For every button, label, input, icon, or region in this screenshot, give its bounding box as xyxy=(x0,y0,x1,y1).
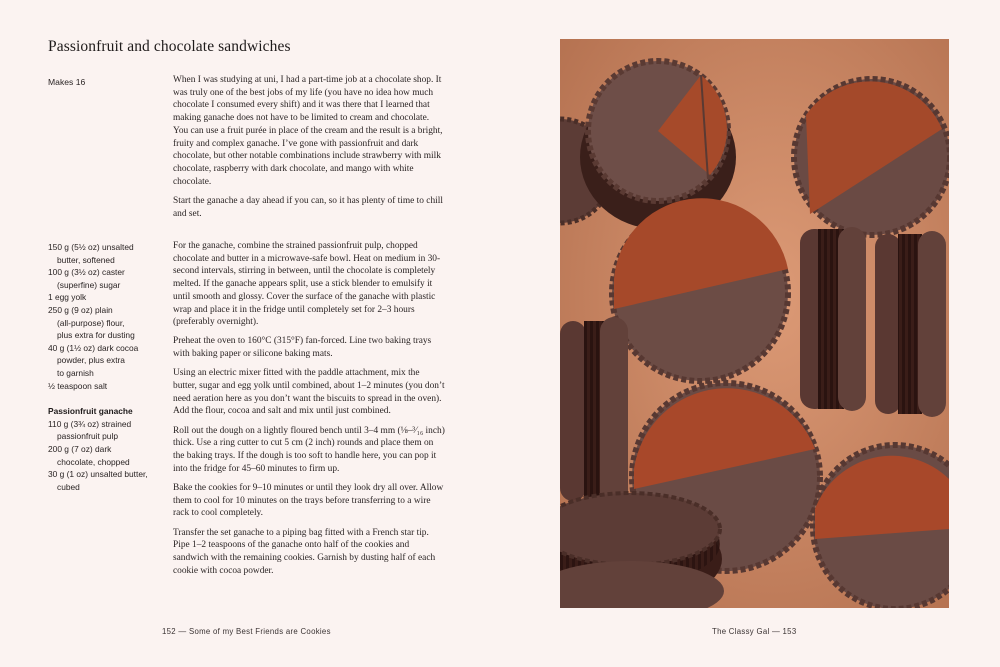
cookie-image xyxy=(794,79,949,235)
ingredient-item xyxy=(48,418,160,443)
ingredient-item xyxy=(48,266,160,291)
ingredient-text: 150 g (5½ oz) unsalted xyxy=(48,242,134,252)
ingredient-item xyxy=(48,380,160,393)
recipe-yield: Makes 16 xyxy=(48,77,86,87)
ingredient-text: cubed xyxy=(57,481,80,492)
cookie-image xyxy=(612,198,788,381)
method-step: For the ganache, combine the strained passionfruit pulp, chopped chocolate and butter in a microwave-safe bowl. Heat on medium in 30-second intervals, stirring in between, until the chocolate is completely melted. If the ganache appears split, use a stick blender to emulsify it until smooth and glossy. Cover the surface of the ganache with plastic wrap and place it in the fridge until completely set for 2–3 hours (preferably overnight). xyxy=(173,241,441,328)
book-title: Some of my Best Friends are Cookies xyxy=(188,627,331,636)
page-number: 153 xyxy=(782,627,797,636)
footer-separator: — xyxy=(178,627,187,636)
ingredient-text: 110 g (3¾ oz) strained xyxy=(48,418,132,429)
ingredient-item xyxy=(48,443,160,468)
ingredient-text: 40 g (1½ oz) dark cocoa xyxy=(48,342,139,353)
ingredient-text: powder, plus extra xyxy=(57,355,125,366)
ingredient-text: chocolate, chopped xyxy=(57,456,130,467)
cookie-image xyxy=(560,317,628,507)
footer-left xyxy=(162,627,331,636)
ingredient-item xyxy=(48,241,160,266)
cookie-image xyxy=(800,227,866,411)
recipe-method xyxy=(173,240,445,584)
recipe-intro xyxy=(173,74,445,227)
page-number: 152 xyxy=(162,627,176,636)
intro-paragraph: When I was studying at uni, I had a part-time job at a chocolate shop. It was truly one of the best jobs of my life (you have no idea how much chocolate I consumed every shift) and it was there that I learned that making ganache does not have to be limited to cream and chocolate. You can use a fruit purée in place of the cream and the result is a bright, fruity and complex ganache. I’ve gone with passionfruit and dark chocolate, but other notable combinations include strawberry with milk chocolate, raspberry with dark chocolate, and mango with white chocolate. xyxy=(173,75,443,187)
ingredient-text: ½ teaspoon salt xyxy=(48,380,108,391)
ingredient-text: 200 g (7 oz) dark xyxy=(48,443,112,454)
ingredient-list xyxy=(48,241,160,493)
ingredient-text: (superfine) sugar xyxy=(57,279,121,290)
intro-paragraph: Start the ganache a day ahead if you can, so it has plenty of time to chill and set. xyxy=(173,195,443,219)
ingredient-text: 100 g (3½ oz) caster xyxy=(48,267,125,278)
ingredient-text: (all-purpose) flour, xyxy=(57,317,125,328)
ingredient-text: passionfruit pulp xyxy=(57,431,118,442)
method-step: Transfer the set ganache to a piping bag fitted with a French star tip. Pipe 1–2 teaspoons of the ganache onto half of the cookies and sandwich with the remaining cookies. Garnish by dusting half of each cookie with cocoa powder. xyxy=(173,527,436,576)
cookie-photo xyxy=(560,39,949,608)
ingredient-text: butter, softened xyxy=(57,254,115,265)
ingredient-text: 30 g (1 oz) unsalted butter, xyxy=(48,469,148,480)
footer-right xyxy=(712,627,796,636)
method-step: Roll out the dough on a lightly floured bench until 3–4 mm (⅛–³⁄₁₆ inch) thick. Use a ring cutter to cut 5 cm (2 inch) rounds and place them on the baking trays. If the dough is too soft to handle here, you can pop it into the fridge for 45–60 minutes to firm up. xyxy=(173,425,445,474)
footer-separator: — xyxy=(771,627,781,636)
ingredient-item xyxy=(48,342,160,380)
ingredient-text: to garnish xyxy=(57,367,94,378)
cookie-image xyxy=(560,493,724,608)
ingredient-text: 250 g (9 oz) plain xyxy=(48,304,113,315)
recipe-title: Passionfruit and chocolate sandwiches xyxy=(48,38,291,55)
method-step: Bake the cookies for 9–10 minutes or until they look dry all over. Allow them to cool for 10 minutes on the trays before transferring to a wire rack to cool completely. xyxy=(173,482,444,519)
ingredient-item xyxy=(48,304,160,342)
method-step: Preheat the oven to 160°C (315°F) fan-forced. Line two baking trays with baking paper or silicone baking mats. xyxy=(173,336,432,360)
cookie-image xyxy=(875,231,946,417)
ingredient-item xyxy=(48,468,160,493)
ingredient-text: plus extra for dusting xyxy=(57,330,135,341)
ganache-heading: Passionfruit ganache xyxy=(48,406,133,417)
ingredient-item xyxy=(48,291,160,304)
method-step: Using an electric mixer fitted with the paddle attachment, mix the butter, sugar and egg yolk until combined, about 1–2 minutes (you don’t need aeration here as you don’t want the biscuits to spread in the oven). Add the flour, cocoa and salt and mix until just combined. xyxy=(173,368,445,417)
ingredient-text: 1 egg yolk xyxy=(48,292,87,303)
chapter-title: The Classy Gal xyxy=(712,627,770,636)
